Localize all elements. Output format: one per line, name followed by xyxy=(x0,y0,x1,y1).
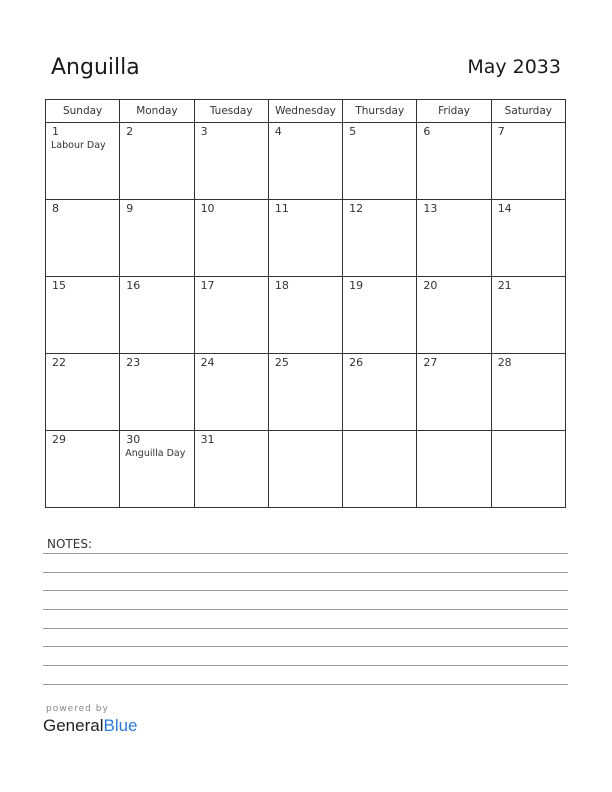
calendar-day-cell xyxy=(417,200,491,277)
calendar-day-cell xyxy=(417,354,491,431)
calendar-day-cell xyxy=(194,123,268,200)
calendar-day-cell xyxy=(120,200,194,277)
weekday-header: Wednesday xyxy=(268,100,342,123)
calendar-day-cell xyxy=(120,431,194,508)
calendar-day-cell xyxy=(194,354,268,431)
day-number: 24 xyxy=(200,356,215,369)
calendar-day-cell xyxy=(343,431,417,508)
note-line xyxy=(43,609,568,610)
calendar-country-title: Anguilla xyxy=(51,55,140,80)
calendar-day-cell xyxy=(268,354,342,431)
day-number: 19 xyxy=(349,279,364,292)
note-line xyxy=(43,684,568,685)
calendar-day-cell xyxy=(491,354,565,431)
calendar-day-cell xyxy=(491,277,565,354)
logo-blue-text: Blue xyxy=(103,716,138,735)
day-number: 2 xyxy=(126,125,134,138)
note-line xyxy=(43,665,568,666)
calendar-day-cell xyxy=(268,431,342,508)
calendar-week-row xyxy=(46,431,566,508)
calendar-day-cell xyxy=(491,431,565,508)
day-number: 18 xyxy=(274,279,289,292)
calendar-day-cell xyxy=(194,200,268,277)
calendar-day-cell xyxy=(120,277,194,354)
calendar-day-cell xyxy=(343,200,417,277)
note-line xyxy=(43,590,568,591)
calendar-day-cell xyxy=(194,431,268,508)
calendar-grid xyxy=(45,99,566,508)
calendar-day-cell xyxy=(46,277,120,354)
day-number: 11 xyxy=(274,202,289,215)
calendar-month-title: May 2033 xyxy=(467,56,561,78)
day-number: 6 xyxy=(423,125,431,138)
day-number: 8 xyxy=(52,202,59,215)
calendar-week-row xyxy=(46,123,566,200)
day-number: 31 xyxy=(200,433,215,446)
day-number: 30 xyxy=(126,433,141,446)
day-number: 25 xyxy=(274,356,289,369)
holiday-label: Labour Day xyxy=(51,140,106,151)
calendar-day-cell xyxy=(46,354,120,431)
note-line xyxy=(43,553,568,554)
note-line xyxy=(43,646,568,647)
day-number: 1 xyxy=(52,125,59,138)
weekday-header: Saturday xyxy=(491,100,565,123)
day-number: 26 xyxy=(349,356,364,369)
day-number: 4 xyxy=(274,125,282,138)
day-number: 17 xyxy=(200,279,215,292)
calendar-day-cell xyxy=(268,200,342,277)
calendar-day-cell xyxy=(417,277,491,354)
day-number: 12 xyxy=(349,202,364,215)
weekday-header: Thursday xyxy=(343,100,417,123)
day-number: 29 xyxy=(52,433,66,446)
calendar-day-cell xyxy=(268,277,342,354)
day-number: 22 xyxy=(52,356,66,369)
powered-by-text: powered by xyxy=(46,704,109,714)
day-number: 13 xyxy=(423,202,438,215)
day-number: 21 xyxy=(497,279,512,292)
calendar-day-cell xyxy=(343,277,417,354)
calendar-day-cell xyxy=(194,277,268,354)
weekday-header: Friday xyxy=(417,100,491,123)
generalblue-logo[interactable] xyxy=(43,716,138,736)
day-number: 20 xyxy=(423,279,438,292)
calendar-week-row xyxy=(46,277,566,354)
calendar-day-cell xyxy=(46,200,120,277)
weekday-header: Sunday xyxy=(46,100,120,123)
calendar-day-cell xyxy=(343,123,417,200)
calendar-week-row xyxy=(46,354,566,431)
logo-general-text: General xyxy=(43,716,104,735)
day-number: 28 xyxy=(497,356,512,369)
calendar-day-cell xyxy=(268,123,342,200)
calendar-day-cell xyxy=(417,123,491,200)
day-number: 16 xyxy=(126,279,141,292)
weekday-header-row xyxy=(46,100,566,123)
note-line xyxy=(43,628,568,629)
holiday-label: Anguilla Day xyxy=(125,448,186,459)
day-number: 14 xyxy=(497,202,512,215)
calendar-body xyxy=(46,123,566,508)
notes-label: NOTES: xyxy=(47,537,92,551)
calendar-day-cell xyxy=(491,123,565,200)
calendar-day-cell xyxy=(343,354,417,431)
day-number: 3 xyxy=(200,125,208,138)
calendar-day-cell xyxy=(46,123,120,200)
weekday-header: Monday xyxy=(120,100,194,123)
day-number: 7 xyxy=(497,125,505,138)
day-number: 10 xyxy=(200,202,215,215)
day-number: 5 xyxy=(349,125,357,138)
calendar-day-cell xyxy=(120,354,194,431)
calendar-week-row xyxy=(46,200,566,277)
calendar-day-cell xyxy=(491,200,565,277)
day-number: 23 xyxy=(126,356,141,369)
weekday-header: Tuesday xyxy=(194,100,268,123)
note-line xyxy=(43,572,568,573)
day-number: 9 xyxy=(126,202,134,215)
day-number: 15 xyxy=(52,279,66,292)
day-number: 27 xyxy=(423,356,438,369)
calendar-day-cell xyxy=(46,431,120,508)
calendar-day-cell xyxy=(120,123,194,200)
calendar-day-cell xyxy=(417,431,491,508)
